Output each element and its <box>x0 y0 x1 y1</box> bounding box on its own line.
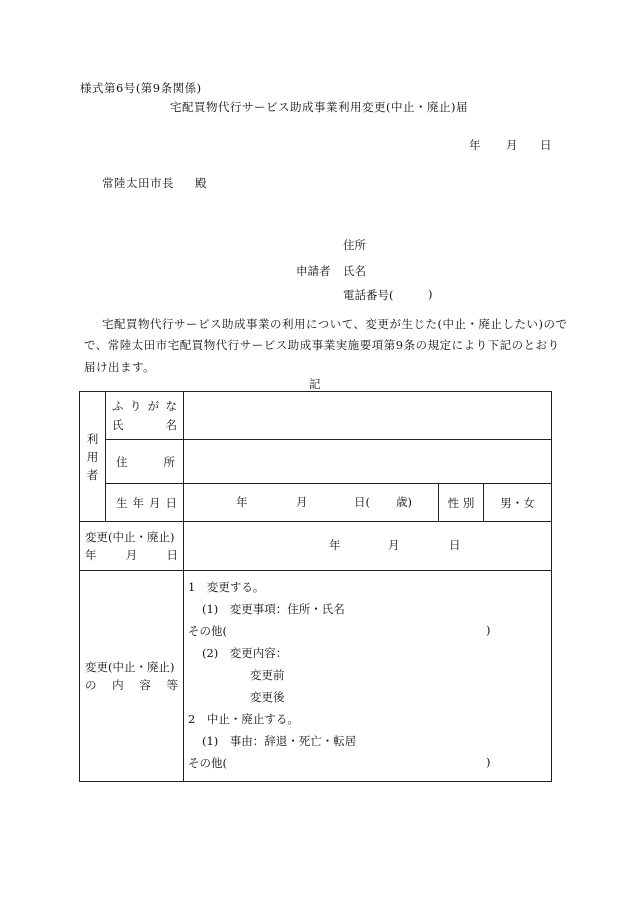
content-after: 変更後 <box>250 690 285 705</box>
ki-heading: 記 <box>309 377 321 391</box>
application-table <box>79 391 552 782</box>
body-line-2: で、常陸太田市宅配買物代行サービス助成事業実施要項第9条の規定により下記のとおり <box>84 338 560 352</box>
user-label-char: 利 <box>86 431 99 446</box>
content-other-2: その他( <box>188 756 227 771</box>
furigana-name-label-cell <box>106 392 184 440</box>
applicant-phone-label: 電話番号( <box>343 288 394 302</box>
change-date-value-cell[interactable] <box>184 522 552 571</box>
birth-age: 歳) <box>396 494 412 509</box>
birth-value-cell[interactable] <box>184 484 439 522</box>
date-month: 月 <box>506 138 518 152</box>
date-year: 年 <box>469 138 481 152</box>
content-other-1-close: ) <box>486 623 491 638</box>
change-day: 日 <box>449 538 461 553</box>
content-item-2: 2 中止・廃止する。 <box>188 712 299 727</box>
user-label-char: 者 <box>86 467 99 482</box>
content-item-1-2: (2) 変更内容： <box>202 646 288 661</box>
furigana-label: ふ り が な <box>112 399 177 414</box>
content-other-1: その他( <box>188 624 227 639</box>
user-label-cell <box>80 392 106 522</box>
date-day: 日 <box>540 138 552 152</box>
change-year: 年 <box>329 538 341 553</box>
content-before: 変更前 <box>250 668 285 683</box>
body-line-1: 宅配買物代行サービス助成事業の利用について、変更が生じた(中止・廃止したい)ので <box>102 317 568 331</box>
birth-month: 月 <box>296 494 308 509</box>
body-line-3: 届け出ます。 <box>84 360 156 374</box>
applicant-phone-close: ) <box>428 287 433 301</box>
sex-label-cell: 性 別 <box>439 484 484 522</box>
content-value-cell[interactable] <box>184 571 552 782</box>
content-other-2-close: ) <box>486 755 491 770</box>
birth-day: 日( <box>354 494 370 509</box>
name-input-cell[interactable] <box>184 392 552 440</box>
applicant-address-label: 住所 <box>343 238 366 252</box>
address-input-cell[interactable] <box>184 440 552 484</box>
shimei-label: 氏 名 <box>112 418 177 433</box>
change-date-label-cell: 変更(中止・廃止) 年 月 日 <box>80 522 184 571</box>
user-label-char: 用 <box>86 449 99 464</box>
content-label-cell: 変更(中止・廃止) の 内 容 等 <box>80 571 184 782</box>
content-item-1-1: (1) 変更事項：住所・氏名 <box>202 602 345 617</box>
birth-year: 年 <box>236 494 248 509</box>
content-item-1: 1 変更する。 <box>188 580 265 595</box>
sex-value-cell[interactable]: 男・女 <box>484 484 552 522</box>
birth-label-cell: 生 年 月 日 <box>106 484 184 522</box>
applicant-name-label: 氏名 <box>343 264 366 278</box>
applicant-label: 申請者 <box>296 264 331 278</box>
form-title: 宅配買物代行サービス助成事業利用変更(中止・廃止)届 <box>170 100 468 114</box>
content-item-2-1: (1) 事由：辞退・死亡・転居 <box>202 734 357 749</box>
form-number: 様式第6号(第9条関係) <box>80 81 202 95</box>
address-label-cell: 住 所 <box>106 440 184 484</box>
addressee-name: 常陸太田市長 <box>102 176 174 190</box>
addressee-honorific: 殿 <box>195 176 207 190</box>
change-month: 月 <box>388 538 400 553</box>
